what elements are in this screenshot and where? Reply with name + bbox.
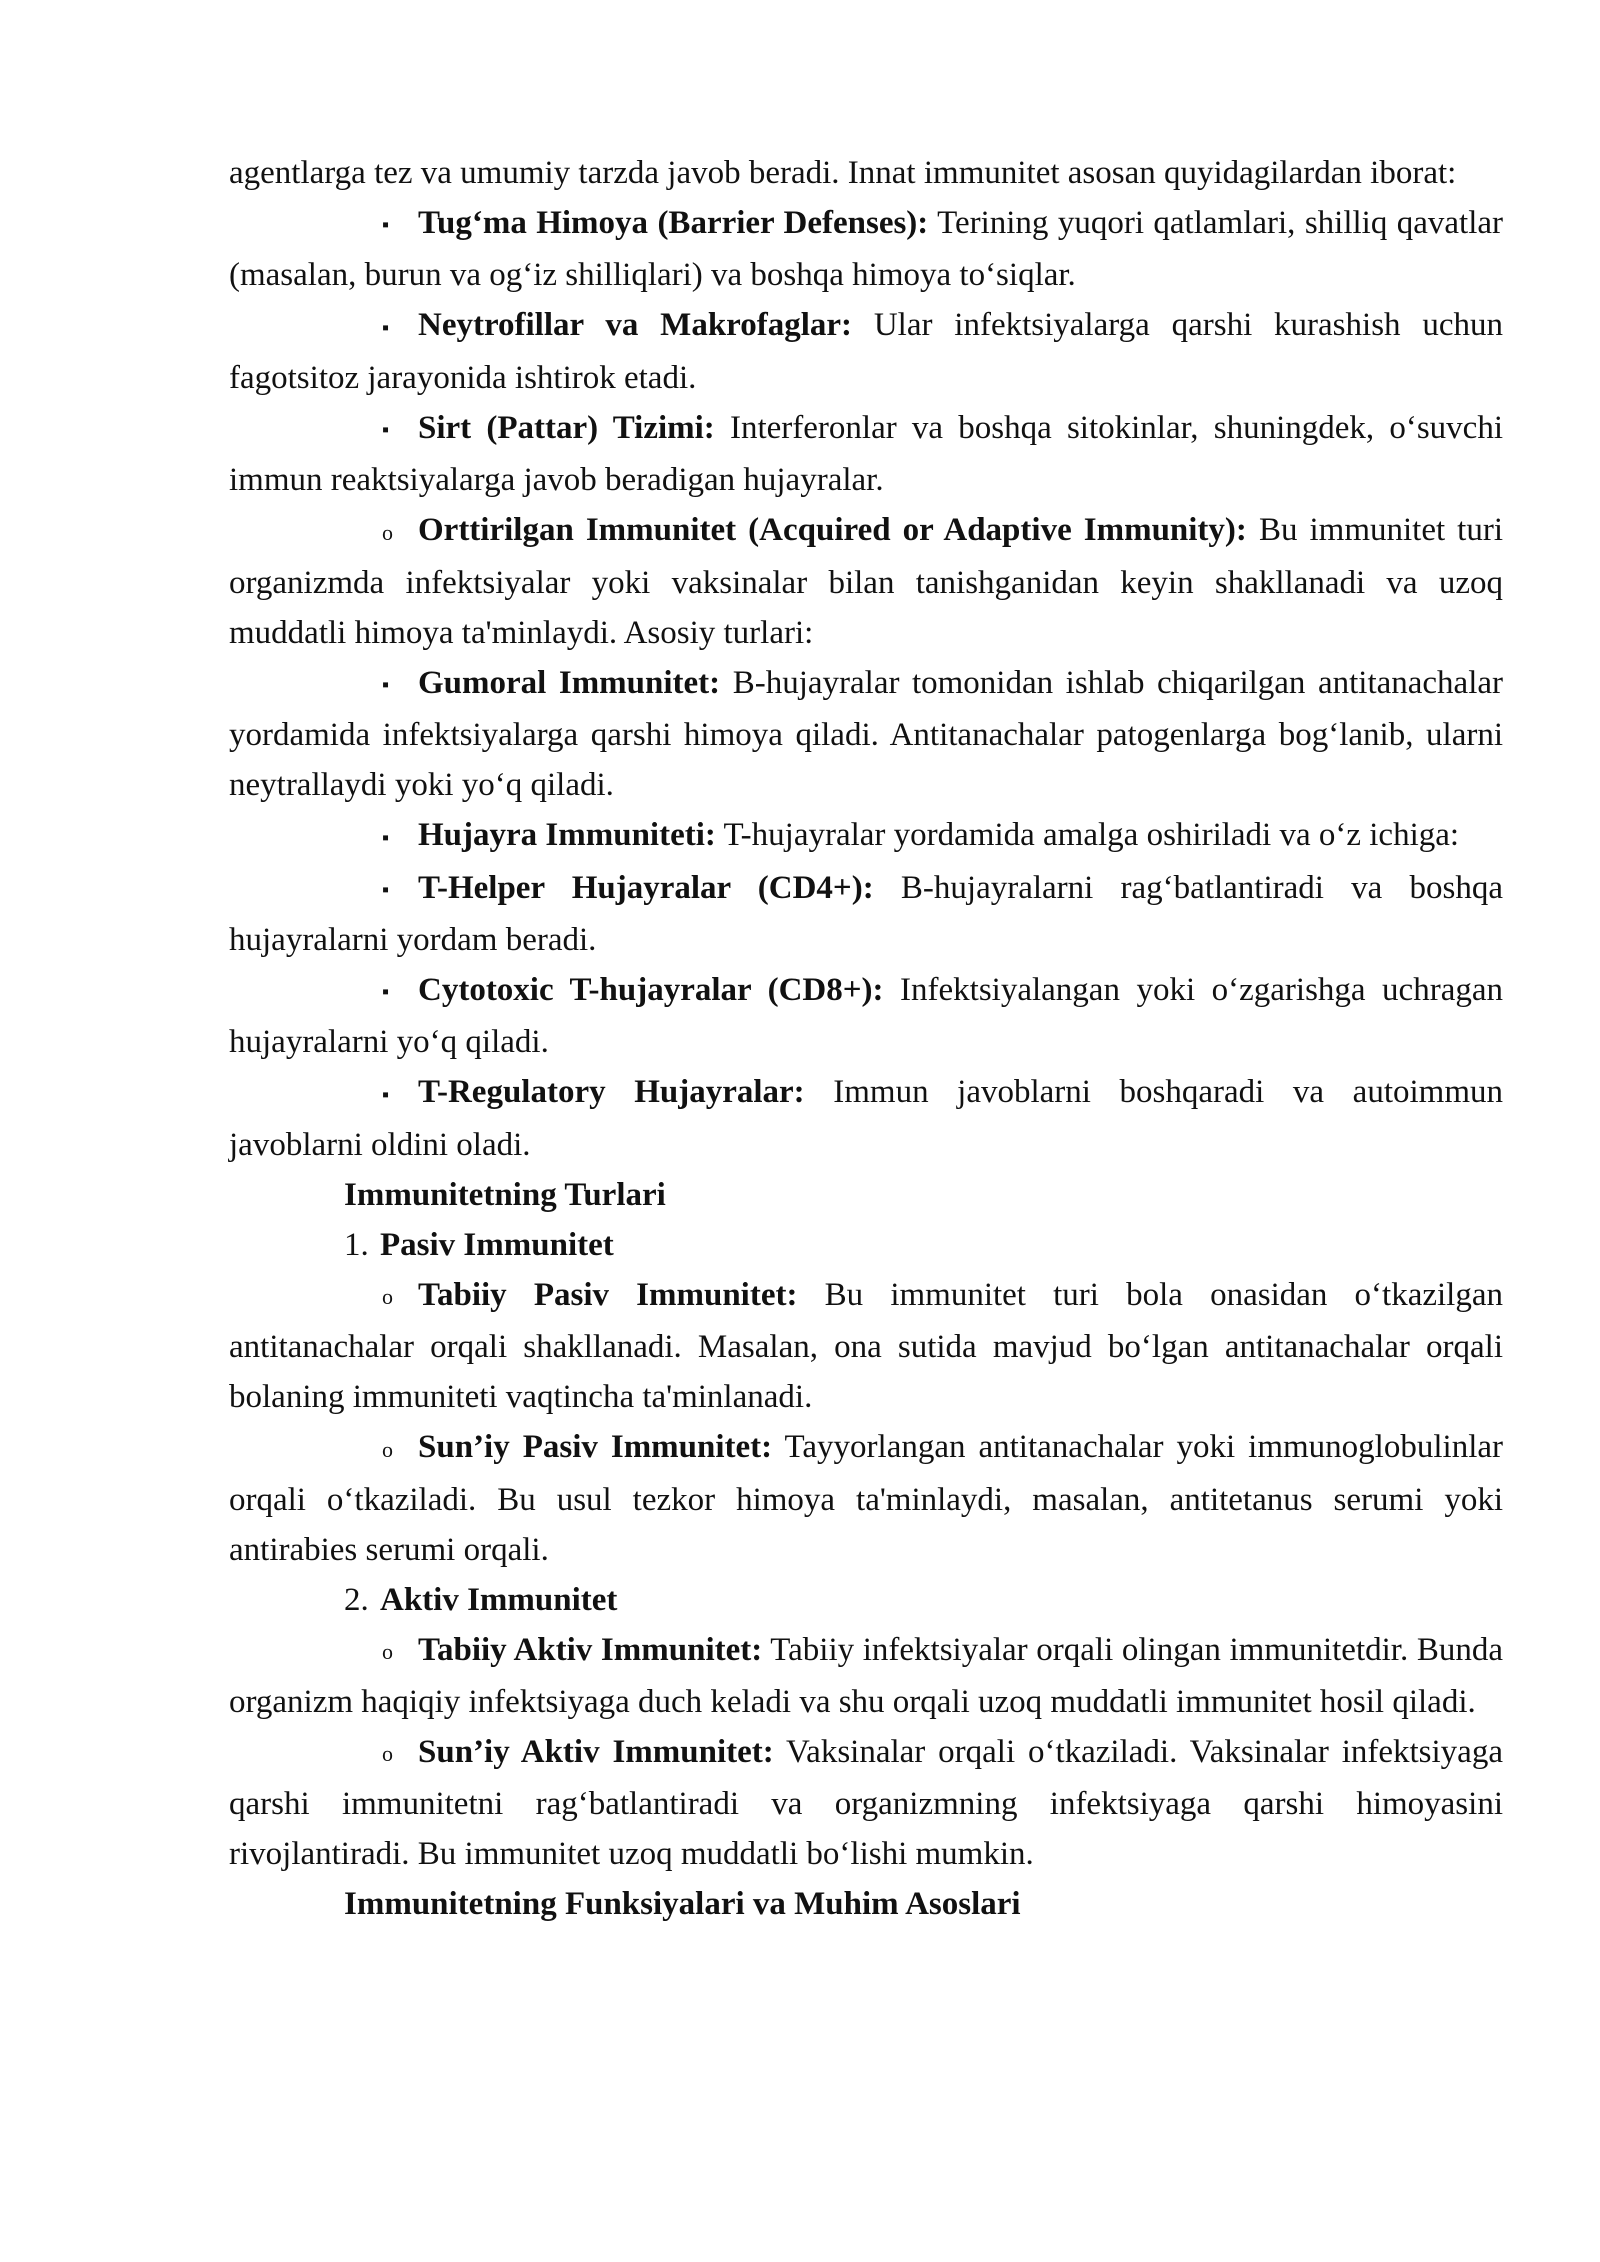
list-item [229,1270,1503,1422]
list-item [229,403,1503,505]
list-item [229,505,1503,657]
list-item-term: Hujayra Immuniteti: [418,817,716,854]
list-item-term: Sirt (Pattar) Tizimi: [418,409,715,446]
list-item-text: Bu immunitet turi organizmda infektsiyalar yoki vaksinalar bilan tanishganidan keyin shakllanadi va uzoq muddatli himoya ta'minlaydi. Asosiy turlari: [229,512,1503,651]
list-item [229,198,1503,300]
list-item-term: Gumoral Immunitet: [418,664,721,701]
list-item-text: Vaksinalar orqali o‘tkaziladi. Vaksinalar infektsiyaga qarshi immunitetni rag‘batlantiradi va organizmning infektsiyaga qarshi himoyasini rivojlantiradi. Bu immunitet uzoq muddatli bo‘lishi mumkin. [229,1734,1503,1873]
square-bullet-icon: ▪ [382,878,390,901]
list-item-term: Tug‘ma Himoya (Barrier Defenses): [418,205,929,241]
square-bullet-icon: ▪ [382,674,390,697]
section-heading-types: Immunitetning Turlari [344,1176,666,1213]
square-bullet-icon: ▪ [382,214,390,237]
list-item-term: Tabiiy Pasiv Immunitet: [418,1276,798,1313]
circle-bullet-icon: o [382,1436,393,1462]
heading-title: Aktiv Immunitet [380,1581,618,1618]
list-item [229,810,1503,862]
list-item-term: T-Regulatory Hujayralar: [418,1074,805,1111]
circle-bullet-icon: o [382,519,393,545]
list-item [229,1422,1503,1574]
list-item-term: Orttirilgan Immunitet (Acquired or Adaptive Immunity): [418,512,1247,549]
list-item [229,300,1503,402]
list-item-term: Sun’iy Pasiv Immunitet: [418,1429,773,1466]
list-item [229,863,1503,965]
section-heading-functions: Immunitetning Funksiyalari va Muhim Asoslari [344,1886,1021,1923]
paragraph-text: agentlarga tez va umumiy tarzda javob beradi. Innat immunitet asosan quyidagilardan iborat: [229,155,1457,191]
list-item-text: B-hujayralar tomonidan ishlab chiqarilgan antitanachalar yordamida infektsiyalarga qarshi himoya qiladi. Antitanachalar patogenlarga bog‘lanib, ularni neytrallaydi yoki yo‘q qiladi. [229,664,1504,804]
square-bullet-icon: ▪ [382,419,390,442]
list-item-term: Sun’iy Aktiv Immunitet: [418,1734,774,1771]
list-item-text: Interferonlar va boshqa sitokinlar, shuningdek, o‘suvchi immun reaktsiyalarga javob beradigan hujayralar. [229,409,1503,499]
list-item-text: Tabiiy infektsiyalar orqali olingan immunitetdir. Bunda organizm haqiqiy infektsiyaga duch keladi va shu orqali uzoq muddatli immunitet hosil qiladi. [229,1631,1503,1721]
list-item-text: Ular infektsiyalarga qarshi kurashish uchun fagotsitoz jarayonida ishtirok etadi. [229,307,1503,396]
square-bullet-icon: ▪ [382,826,390,849]
paragraph-innate-intro [229,148,1503,198]
list-item-text: Bu immunitet turi bola onasidan o‘tkazilgan antitanachalar orqali shakllanadi. Masalan, ona sutida mavjud bo‘lgan antitanachalar orqali bolaning immuniteti vaqtincha ta'minlanadi. [229,1276,1503,1416]
list-item-text: Tayyorlangan antitanachalar yoki immunoglobulinlar orqali o‘tkaziladi. Bu usul tezkor himoya ta'minlaydi, masalan, antitetanus serumi yoki antirabies serumi orqali. [229,1429,1503,1568]
list-item [229,1727,1503,1879]
numbered-heading-passive [229,1220,1503,1270]
heading-number: 2. [344,1581,369,1618]
list-item-text: B-hujayralarni rag‘batlantiradi va boshqa hujayralarni yordam beradi. [229,869,1503,958]
circle-bullet-icon: o [382,1639,393,1665]
list-item-text: Terining yuqori qatlamlari, shilliq qavatlar (masalan, burun va og‘iz shilliqlari) va boshqa himoya to‘siqlar. [229,205,1504,294]
list-item-term: Cytotoxic T-hujayralar (CD8+): [418,971,884,1008]
list-item-text: Infektsiyalangan yoki o‘zgarishga uchragan hujayralarni yo‘q qiladi. [229,971,1503,1061]
list-item [229,1625,1503,1727]
heading-number: 1. [344,1226,369,1263]
circle-bullet-icon: o [382,1284,393,1310]
square-bullet-icon: ▪ [382,981,390,1004]
list-item [229,1067,1503,1169]
list-item-term: Tabiiy Aktiv Immunitet: [418,1631,763,1668]
circle-bullet-icon: o [382,1741,393,1767]
heading-title: Pasiv Immunitet [380,1226,614,1263]
list-item [229,965,1503,1067]
list-item [229,658,1503,810]
list-item-term: T-Helper Hujayralar (CD4+): [418,869,874,906]
list-item-text: T-hujayralar yordamida amalga oshiriladi va o‘z ichiga: [715,817,1460,854]
square-bullet-icon: ▪ [382,1083,390,1106]
numbered-heading-active [229,1575,1503,1625]
square-bullet-icon: ▪ [382,316,390,339]
list-item-text: Immun javoblarni boshqaradi va autoimmun javoblarni oldini oladi. [229,1074,1503,1163]
list-item-term: Neytrofillar va Makrofaglar: [418,307,853,344]
